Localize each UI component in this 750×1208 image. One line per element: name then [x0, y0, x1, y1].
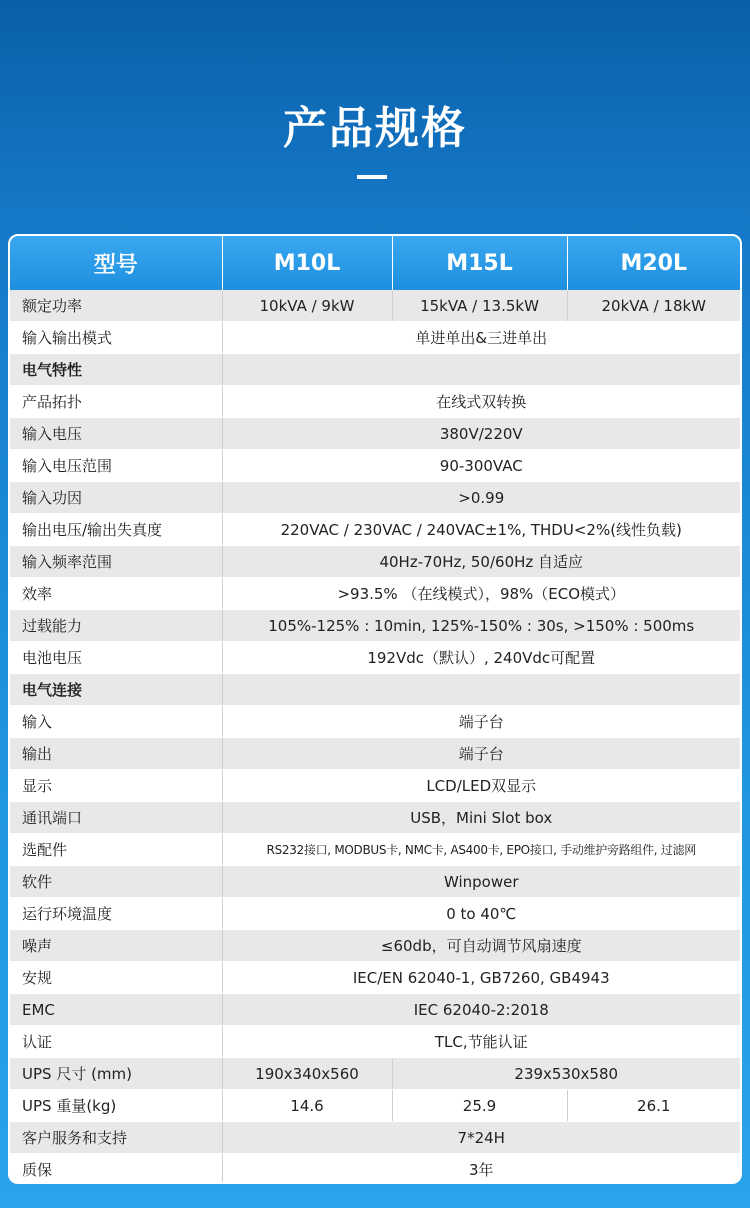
table-row — [10, 1090, 740, 1122]
section-filler — [222, 674, 740, 706]
table-row — [10, 1154, 740, 1185]
row-label: 效率 — [10, 578, 222, 610]
table-row — [10, 290, 740, 322]
cell-m20l: 26.1 — [567, 1090, 740, 1122]
row-value: Winpower — [222, 866, 740, 898]
table-row — [10, 866, 740, 898]
row-value: 220VAC / 230VAC / 240VAC±1%, THDU<2%(线性负载) — [222, 514, 740, 546]
row-value: USB，Mini Slot box — [222, 802, 740, 834]
row-label: 过载能力 — [10, 610, 222, 642]
row-value: 0 to 40℃ — [222, 898, 740, 930]
table-row — [10, 770, 740, 802]
row-value: TLC,节能认证 — [222, 1026, 740, 1058]
row-label: 电池电压 — [10, 642, 222, 674]
row-value: 380V/220V — [222, 418, 740, 450]
table-row — [10, 386, 740, 418]
row-label: 产品拓扑 — [10, 386, 222, 418]
row-label: 选配件 — [10, 834, 222, 866]
table-row — [10, 610, 740, 642]
row-label: 安规 — [10, 962, 222, 994]
section-row — [10, 354, 740, 386]
cell-m10l: 14.6 — [222, 1090, 392, 1122]
row-label: 输入频率范围 — [10, 546, 222, 578]
table-row — [10, 482, 740, 514]
section-filler — [222, 354, 740, 386]
cell-m10l: 10kVA / 9kW — [222, 290, 392, 322]
row-value: 7*24H — [222, 1122, 740, 1154]
row-value: 单进单出&三进单出 — [222, 322, 740, 354]
row-label: 输入功因 — [10, 482, 222, 514]
row-label: 通讯端口 — [10, 802, 222, 834]
row-value: 端子台 — [222, 706, 740, 738]
row-value: 在线式双转换 — [222, 386, 740, 418]
row-label: 运行环境温度 — [10, 898, 222, 930]
table-row — [10, 514, 740, 546]
table-row — [10, 802, 740, 834]
row-value: 端子台 — [222, 738, 740, 770]
table-header-row — [10, 236, 740, 290]
row-label: 输出电压/输出失真度 — [10, 514, 222, 546]
row-label: 输入电压 — [10, 418, 222, 450]
table-row — [10, 322, 740, 354]
header-m15l: M15L — [392, 236, 567, 290]
row-value: ≤60db，可自动调节风扇速度 — [222, 930, 740, 962]
row-label: EMC — [10, 994, 222, 1026]
row-value: 192Vdc（默认）, 240Vdc可配置 — [222, 642, 740, 674]
table-row — [10, 706, 740, 738]
table-row — [10, 642, 740, 674]
table-row — [10, 1122, 740, 1154]
row-label: 认证 — [10, 1026, 222, 1058]
spec-table-container — [8, 234, 742, 1184]
row-value: 90-300VAC — [222, 450, 740, 482]
cell-m15l: 25.9 — [392, 1090, 567, 1122]
row-label: 客户服务和支持 — [10, 1122, 222, 1154]
table-row — [10, 962, 740, 994]
table-row — [10, 930, 740, 962]
header-m20l: M20L — [567, 236, 740, 290]
row-label: 额定功率 — [10, 290, 222, 322]
row-value: IEC 62040-2:2018 — [222, 994, 740, 1026]
row-value: LCD/LED双显示 — [222, 770, 740, 802]
row-label: 输入电压范围 — [10, 450, 222, 482]
row-value: 105%-125% : 10min, 125%-150% : 30s, >150% : 500ms — [222, 610, 740, 642]
spec-table — [10, 236, 740, 1184]
row-label: 质保 — [10, 1154, 222, 1185]
table-row — [10, 578, 740, 610]
row-value: >93.5% （在线模式），98%（ECO模式） — [222, 578, 740, 610]
table-row — [10, 898, 740, 930]
cell-m15l-m20l: 239x530x580 — [392, 1058, 740, 1090]
header-m10l: M10L — [222, 236, 392, 290]
table-row — [10, 834, 740, 866]
row-label: 显示 — [10, 770, 222, 802]
cell-m20l: 20kVA / 18kW — [567, 290, 740, 322]
row-value: 40Hz-70Hz, 50/60Hz 自适应 — [222, 546, 740, 578]
row-value: IEC/EN 62040-1, GB7260, GB4943 — [222, 962, 740, 994]
table-row — [10, 738, 740, 770]
row-value: >0.99 — [222, 482, 740, 514]
page-title: 产品规格 — [283, 103, 467, 154]
row-label: 输入输出模式 — [10, 322, 222, 354]
table-row — [10, 546, 740, 578]
section-label: 电气连接 — [10, 674, 222, 706]
header-model: 型号 — [10, 236, 222, 290]
table-row — [10, 1058, 740, 1090]
cell-m10l: 190x340x560 — [222, 1058, 392, 1090]
row-label: 软件 — [10, 866, 222, 898]
row-label: 输入 — [10, 706, 222, 738]
cell-m15l: 15kVA / 13.5kW — [392, 290, 567, 322]
table-row — [10, 450, 740, 482]
table-row — [10, 1026, 740, 1058]
row-value: RS232接口, MODBUS卡, NMC卡, AS400卡, EPO接口, 手动维护旁路组件, 过滤网 — [222, 834, 740, 866]
section-label: 电气特性 — [10, 354, 222, 386]
row-label: UPS 尺寸 (mm) — [10, 1058, 222, 1090]
row-label: 噪声 — [10, 930, 222, 962]
section-row — [10, 674, 740, 706]
title-underline — [357, 175, 387, 179]
table-row — [10, 994, 740, 1026]
table-row — [10, 418, 740, 450]
row-value: 3年 — [222, 1154, 740, 1185]
row-label: 输出 — [10, 738, 222, 770]
row-label: UPS 重量(kg) — [10, 1090, 222, 1122]
